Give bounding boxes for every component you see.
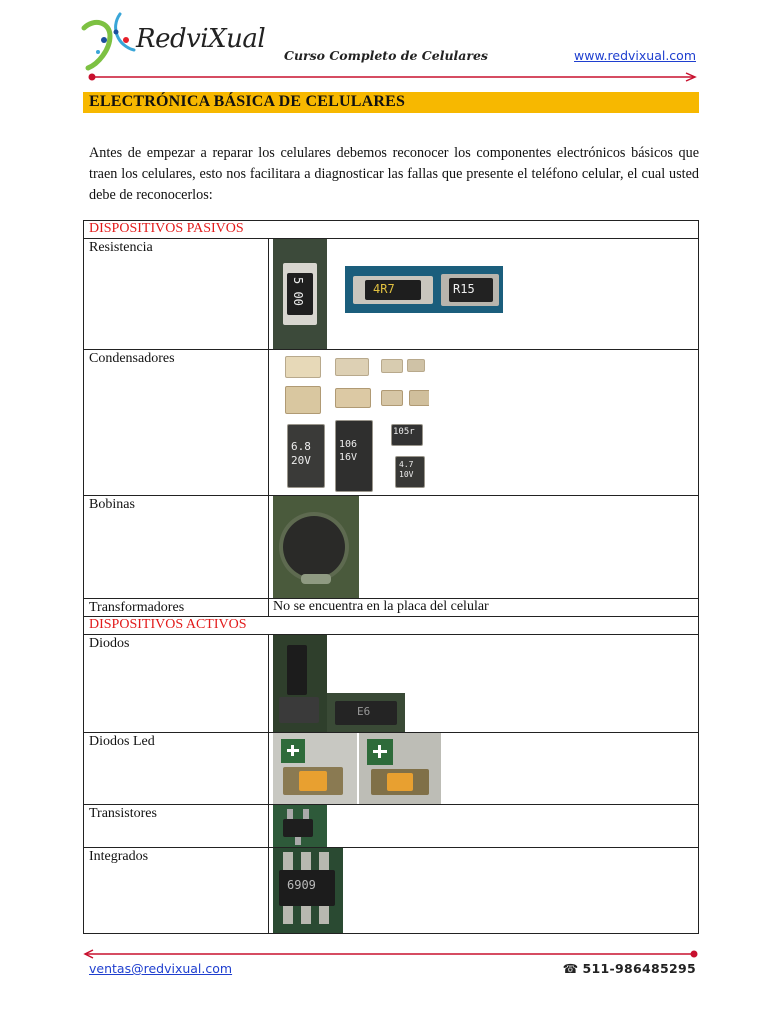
inductor-photo	[273, 496, 359, 598]
diode-photos	[269, 635, 699, 733]
row-label-transformadores: Transformadores	[84, 599, 269, 617]
passive-devices-heading: DISPOSITIVOS PASIVOS	[84, 221, 699, 239]
components-table	[83, 220, 699, 934]
table-row	[84, 617, 699, 635]
intro-paragraph: Antes de empezar a reparar los celulares debemos reconocer los componentes electrónicos básicos que traen los celulares, esto nos facilitara a diagnosticar las fallas que presente el teléfono celular, el cual usted debe de reconocerlos:	[89, 145, 699, 203]
resistor-photo-2: 4R7 R15	[345, 266, 503, 313]
active-devices-heading: DISPOSITIVOS ACTIVOS	[84, 617, 699, 635]
footer-divider-arrow	[83, 948, 699, 960]
row-label-integrados: Integrados	[84, 848, 269, 934]
footer-email-link[interactable]: ventas@redvixual.com	[89, 961, 233, 976]
ceramic-capacitors-photo	[285, 354, 429, 418]
section-title-bar	[83, 92, 699, 113]
led-photo-2	[359, 733, 441, 804]
phone-icon: ☎	[562, 961, 579, 976]
diode-photo-2: E6	[327, 693, 405, 732]
ic-photo: 6909	[273, 848, 343, 933]
transformadores-note: No se encuentra en la placa del celular	[269, 599, 699, 617]
transistor-photo	[273, 805, 327, 847]
website-link[interactable]: www.redvixual.com	[574, 48, 696, 63]
table-row	[84, 733, 699, 805]
row-label-diodos-led: Diodos Led	[84, 733, 269, 805]
ic-photo-cell	[269, 848, 699, 934]
inductor-photo-cell	[269, 496, 699, 599]
transistor-photo-cell	[269, 805, 699, 848]
resistor-photos	[269, 239, 699, 350]
row-label-bobinas: Bobinas	[84, 496, 269, 599]
led-photo-1	[273, 733, 357, 804]
logo-swirl-icon	[80, 10, 140, 72]
footer-phone	[563, 961, 696, 976]
logo-text: RedviXual	[136, 24, 266, 54]
capacitor-photos	[269, 350, 699, 496]
table-row	[84, 496, 699, 599]
resistor-photo-1: 5 00	[273, 239, 327, 349]
diode-photo-1	[273, 635, 327, 732]
redvixual-logo	[80, 10, 266, 72]
header-divider-arrow	[88, 72, 700, 82]
row-label-diodos: Diodos	[84, 635, 269, 733]
table-row	[84, 848, 699, 934]
course-title: Curso Completo de Celulares	[284, 48, 488, 63]
tantalum-capacitors-photo: 6.8 20V 106 16V 105r 4.7 10V	[287, 420, 427, 492]
row-label-condensadores: Condensadores	[84, 350, 269, 496]
table-row	[84, 350, 699, 496]
led-photos	[269, 733, 699, 805]
table-row	[84, 599, 699, 617]
row-label-transistores: Transistores	[84, 805, 269, 848]
phone-number: 511-986485295	[582, 961, 696, 976]
table-row	[84, 239, 699, 350]
section-title: ELECTRÓNICA BÁSICA DE CELULARES	[89, 93, 406, 110]
page-header	[80, 10, 700, 80]
table-row	[84, 221, 699, 239]
table-row	[84, 635, 699, 733]
row-label-resistencia: Resistencia	[84, 239, 269, 350]
table-row	[84, 805, 699, 848]
